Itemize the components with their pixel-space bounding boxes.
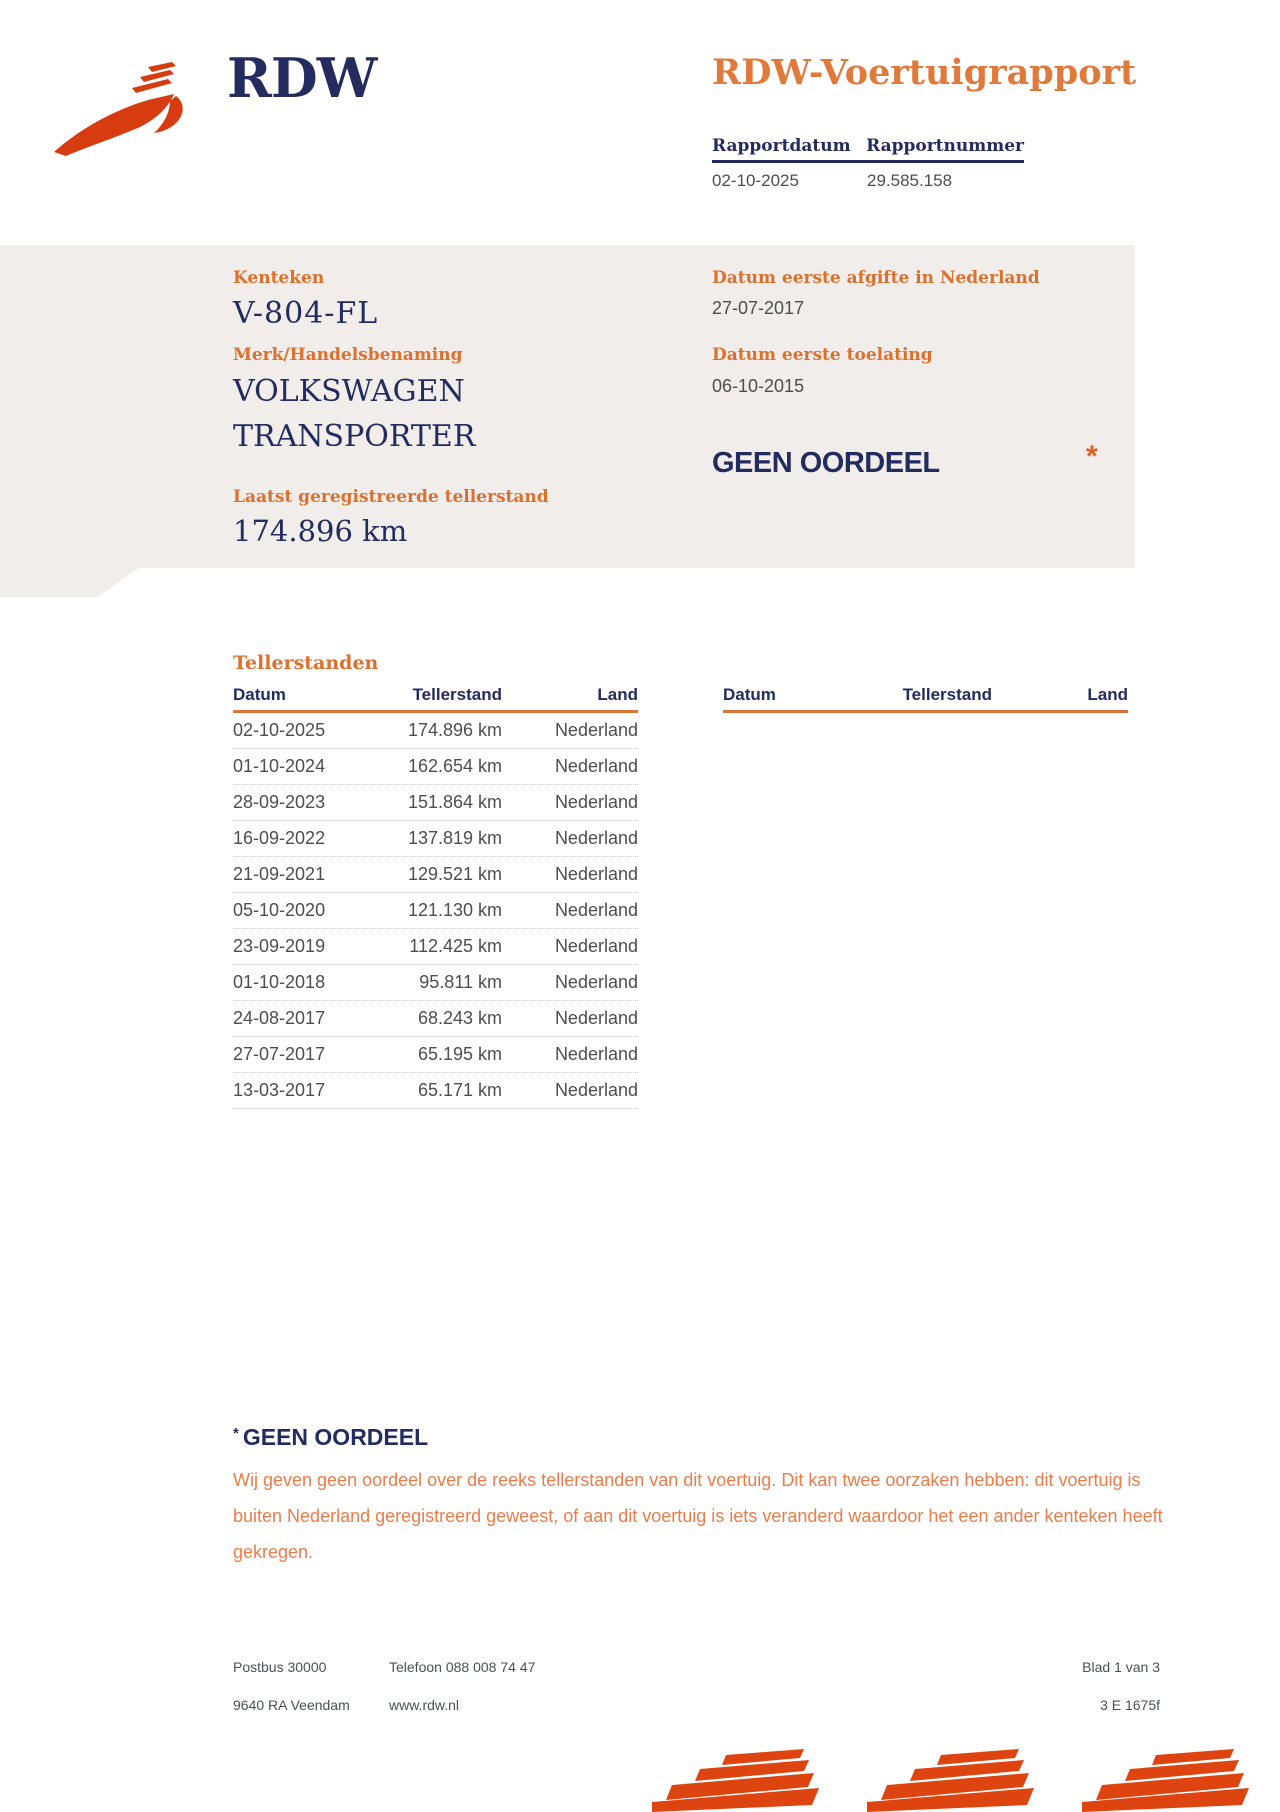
cell-datum: 23-09-2019 <box>233 936 326 956</box>
cell-tellerstand: 65.195 km <box>417 1044 502 1064</box>
report-meta-values <box>712 171 1024 191</box>
table-row <box>233 929 638 965</box>
tellerstand-label: Laatst geregistreerde tellerstand <box>233 487 549 507</box>
table-row <box>233 1037 638 1073</box>
col-tellerstand-right: Tellerstand <box>902 685 992 704</box>
vehicle-summary-panel <box>0 245 1135 597</box>
cell-tellerstand: 129.521 km <box>407 864 502 884</box>
cell-land: Nederland <box>554 756 638 776</box>
cell-tellerstand: 65.171 km <box>417 1080 502 1100</box>
cell-land: Nederland <box>554 828 638 848</box>
col-land: Land <box>597 685 638 704</box>
rdw-logo-text: RDW <box>227 46 377 110</box>
cell-datum: 13-03-2017 <box>233 1080 326 1100</box>
table-row <box>233 821 638 857</box>
cell-land: Nederland <box>554 936 638 956</box>
table-row <box>233 1001 638 1037</box>
footer-page-number: Blad 1 van 3 <box>1082 1659 1160 1675</box>
cell-datum: 01-10-2024 <box>233 756 326 776</box>
cell-datum: 28-09-2023 <box>233 792 326 812</box>
cell-datum: 21-09-2021 <box>233 864 326 884</box>
merk-line2: TRANSPORTER <box>233 419 476 454</box>
cell-tellerstand: 121.130 km <box>407 900 502 920</box>
footer-address-line2: 9640 RA Veendam <box>233 1697 350 1713</box>
footer-website: www.rdw.nl <box>389 1697 460 1713</box>
table-row <box>233 893 638 929</box>
report-date-label: Rapportdatum <box>712 136 851 156</box>
report-number-label: Rapportnummer <box>866 136 1024 156</box>
meter-table-header-right <box>723 685 1128 713</box>
table-row <box>233 965 638 1001</box>
cell-datum: 16-09-2022 <box>233 828 326 848</box>
cell-datum: 27-07-2017 <box>233 1044 326 1064</box>
report-date-value: 02-10-2025 <box>712 171 799 190</box>
cell-land: Nederland <box>554 1044 638 1064</box>
col-tellerstand: Tellerstand <box>412 685 502 704</box>
verdict-text: GEEN OORDEEL <box>712 447 940 479</box>
table-row <box>233 749 638 785</box>
cell-datum: 24-08-2017 <box>233 1008 326 1028</box>
footer-form-code: 3 E 1675f <box>1100 1697 1160 1713</box>
col-datum-right: Datum <box>723 685 776 704</box>
report-number-value: 29.585.158 <box>867 171 953 190</box>
cell-datum: 01-10-2018 <box>233 972 326 992</box>
cell-tellerstand: 112.425 km <box>409 936 502 956</box>
afgifte-label: Datum eerste afgifte in Nederland <box>712 268 1040 288</box>
cell-tellerstand: 174.896 km <box>407 720 502 740</box>
toelating-value: 06-10-2015 <box>712 376 805 396</box>
verdict-asterisk: * <box>1086 440 1098 473</box>
cell-land: Nederland <box>554 1008 638 1028</box>
report-meta <box>712 136 1024 191</box>
table-row <box>233 785 638 821</box>
footnote-title <box>233 1424 428 1451</box>
rdw-feather-logo-icon <box>50 52 200 162</box>
rdw-stripes-decoration-icon <box>652 1749 1280 1812</box>
report-title: RDW-Voertuigrapport <box>712 52 1137 93</box>
cell-land: Nederland <box>554 972 638 992</box>
cell-datum: 02-10-2025 <box>233 720 326 740</box>
table-row <box>233 1073 638 1109</box>
cell-land: Nederland <box>554 864 638 884</box>
col-datum: Datum <box>233 685 286 704</box>
col-land-right: Land <box>1087 685 1128 704</box>
footnote-title-text: GEEN OORDEEL <box>242 1424 429 1450</box>
footer-phone: Telefoon 088 008 74 47 <box>389 1659 536 1675</box>
cell-tellerstand: 95.811 km <box>419 972 502 992</box>
tellerstand-value: 174.896 km <box>233 514 408 548</box>
meter-table-header <box>233 685 638 713</box>
table-row <box>233 857 638 893</box>
meter-table-left <box>233 685 638 1109</box>
report-meta-labels <box>712 136 1024 163</box>
cell-land: Nederland <box>554 1080 638 1100</box>
cell-datum: 05-10-2020 <box>233 900 326 920</box>
kenteken-label: Kenteken <box>233 268 325 288</box>
cell-land: Nederland <box>554 720 638 740</box>
meter-table-body <box>233 713 638 1109</box>
meter-table-right <box>723 685 1128 713</box>
tellerstanden-title: Tellerstanden <box>233 652 379 674</box>
footnote-paragraph: Wij geven geen oordeel over de reeks tellerstanden van dit voertuig. Dit kan twee oorzaken hebben: dit voertuig is buiten Nederland geregistreerd geweest, of aan dit voertuig is iets veranderd waardoor het een ander kenteken heeft gekregen. <box>233 1470 1163 1562</box>
cell-tellerstand: 137.819 km <box>407 828 502 848</box>
cell-tellerstand: 68.243 km <box>417 1008 502 1028</box>
cell-tellerstand: 162.654 km <box>407 756 502 776</box>
footer-address-line1: Postbus 30000 <box>233 1659 327 1675</box>
toelating-label: Datum eerste toelating <box>712 345 933 365</box>
cell-land: Nederland <box>554 900 638 920</box>
cell-tellerstand: 151.864 km <box>407 792 502 812</box>
kenteken-value: V-804-FL <box>233 296 379 331</box>
table-row <box>233 713 638 749</box>
merk-label: Merk/Handelsbenaming <box>233 345 463 365</box>
footnote-asterisk: * <box>233 1425 239 1442</box>
merk-line1: VOLKSWAGEN <box>233 374 465 409</box>
afgifte-value: 27-07-2017 <box>712 298 805 318</box>
cell-land: Nederland <box>554 792 638 812</box>
